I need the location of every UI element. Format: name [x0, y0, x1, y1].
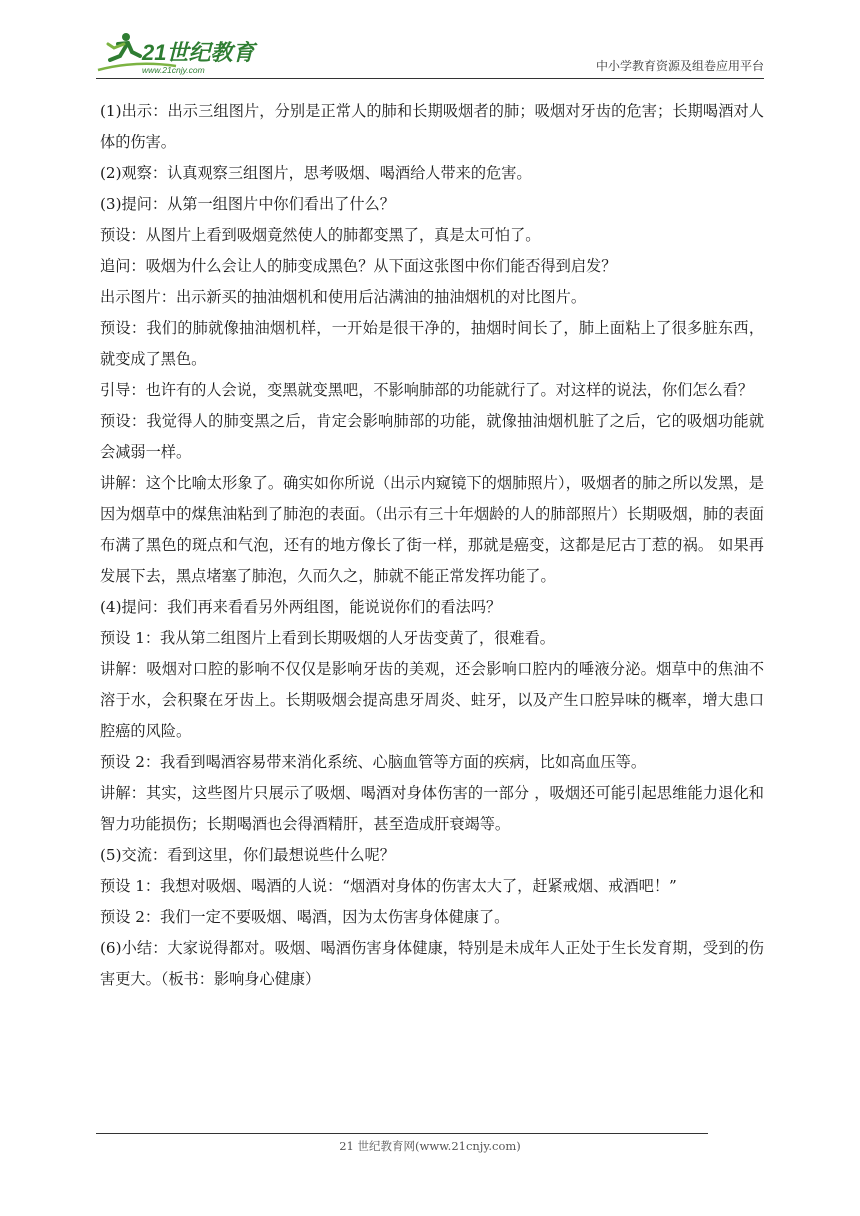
paragraph: (6)小结：大家说得都对。吸烟、喝酒伤害身体健康，特别是未成年人正处于生长发育期，受到的伤害更大。（板书：影响身心健康）: [100, 939, 764, 988]
site-logo: [96, 30, 266, 76]
paragraph: 预设 1：我想对吸烟、喝酒的人说：“烟酒对身体的伤害太大了，赶紧戒烟、戒酒吧！”: [100, 877, 677, 895]
paragraph: 讲解：其实，这些图片只展示了吸烟、喝酒对身体伤害的一部分 ，吸烟还可能引起思维能力退化和智力功能损伤；长期喝酒也会得酒精肝，甚至造成肝衰竭等。: [100, 784, 764, 833]
paragraph: (4)提问：我们再来看看另外两组图，能说说你们的看法吗？: [100, 598, 502, 616]
logo-title: 21世纪教育: [142, 40, 255, 65]
paragraph: (3)提问：从第一组图片中你们看出了什么？: [100, 195, 395, 213]
paragraph: 讲解：这个比喻太形象了。确实如你所说（出示内窥镜下的烟肺照片），吸烟者的肺之所以发黑，是因为烟草中的煤焦油粘到了肺泡的表面。（出示有三十年烟龄的人的肺部照片）长期吸烟，肺的表面布满了黑色的斑点和气泡，还有的地方像长了街一样，那就是癌变，这都是尼古丁惹的祸。 如果再发展下去，黑点堵塞了肺泡，久而久之，肺就不能正常发挥功能了。: [100, 474, 764, 585]
footer-divider: [96, 1133, 708, 1134]
paragraph: (5)交流：看到这里，你们最想说些什么呢？: [100, 846, 395, 864]
paragraph: 预设：我觉得人的肺变黑之后，肯定会影响肺部的功能，就像抽油烟机脏了之后，它的吸烟功能就会减弱一样。: [100, 412, 764, 461]
page-header: [96, 30, 764, 78]
logo-url: www.21cnjy.com: [142, 65, 205, 75]
paragraph: 预设 2：我看到喝酒容易带来消化系统、心脑血管等方面的疾病，比如高血压等。: [100, 753, 647, 771]
header-platform-name: 中小学教育资源及组卷应用平台: [595, 59, 764, 73]
paragraph: 预设 1：我从第二组图片上看到长期吸烟的人牙齿变黄了，很难看。: [100, 629, 555, 647]
paragraph: 预设：从图片上看到吸烟竟然使人的肺都变黑了，真是太可怕了。: [100, 226, 541, 244]
paragraph: 出示图片：出示新买的抽油烟机和使用后沾满油的抽油烟机的对比图片。: [100, 288, 586, 306]
paragraph: (1)出示：出示三组图片，分别是正常人的肺和长期吸烟者的肺；吸烟对牙齿的危害；长期喝酒对人体的伤害。: [100, 102, 764, 151]
paragraph: 讲解：吸烟对口腔的影响不仅仅是影响牙齿的美观，还会影响口腔内的唾液分泌。烟草中的焦油不溶于水，会积聚在牙齿上。长期吸烟会提高患牙周炎、蛀牙，以及产生口腔异味的概率，增大患口腔癌的风险。: [100, 660, 764, 740]
paragraph: (2)观察：认真观察三组图片，思考吸烟、喝酒给人带来的危害。: [100, 164, 532, 182]
document-body: [100, 96, 764, 995]
paragraph: 预设：我们的肺就像抽油烟机样，一开始是很干净的，抽烟时间长了，肺上面粘上了很多脏东西，就变成了黑色。: [100, 319, 764, 368]
header-divider: [96, 78, 764, 79]
paragraph: 引导：也许有的人会说，变黑就变黑吧，不影响肺部的功能就行了。对这样的说法，你们怎么看？: [100, 381, 754, 399]
paragraph: 预设 2：我们一定不要吸烟、喝酒，因为太伤害身体健康了。: [100, 908, 510, 926]
page-footer: 21 世纪教育网(www.21cnjy.com): [339, 1139, 521, 1153]
paragraph: 追问：吸烟为什么会让人的肺变成黑色？从下面这张图中你们能否得到启发？: [100, 257, 617, 275]
